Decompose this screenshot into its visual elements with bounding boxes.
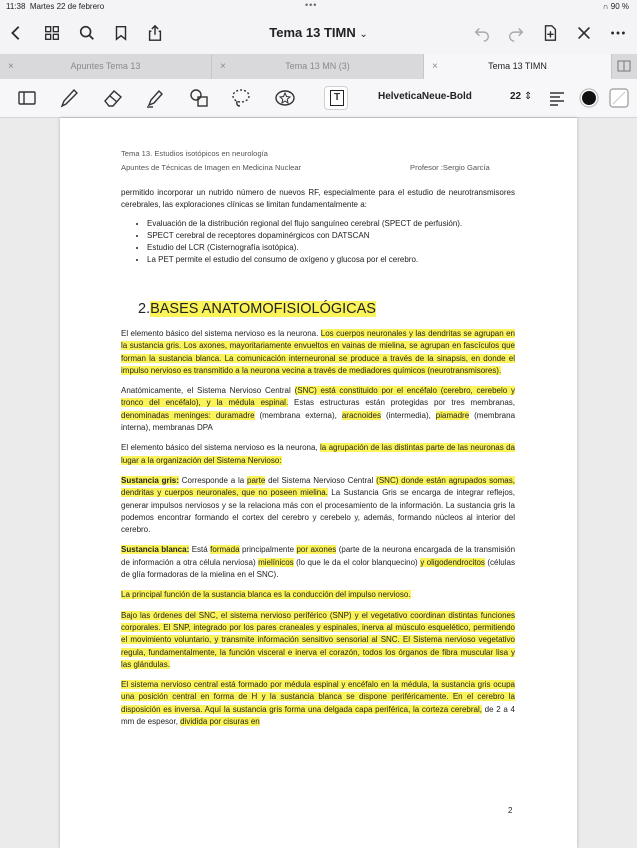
multitask-dots[interactable]: ••• [305, 0, 318, 10]
split-view-icon[interactable] [617, 59, 631, 78]
tab-close-icon[interactable]: × [220, 61, 226, 72]
paragraph-funcion-blanca: La principal función de la sustancia blanca es la conducción del impulso nervioso. [121, 590, 411, 600]
stepper-icon: ⇕ [523, 91, 533, 102]
status-bar [0, 0, 637, 14]
tab-label: Tema 13 MN (3) [285, 61, 350, 71]
document-page[interactable] [60, 118, 577, 848]
bullet-item: • Estudio del LCR (Cisternografía isotópica). [147, 242, 515, 254]
close-icon[interactable] [574, 24, 594, 44]
tab-label: Tema 13 TIMN [488, 61, 547, 71]
text-align-icon[interactable] [546, 87, 570, 109]
tab-bar [0, 54, 637, 79]
pen-icon[interactable] [58, 87, 82, 109]
status-time-date: 11:38 Martes 22 de febrero [6, 2, 105, 11]
bullet-list [121, 218, 515, 267]
title-chevron-down-icon[interactable]: ⌄ [359, 29, 368, 40]
highlighter-icon[interactable] [144, 87, 168, 109]
paragraph-snp: Bajo las órdenes del SNC, el sistema nervioso periférico (SNP) y el vegetativo coordinan distintas funciones corporales. El SNP, integrado por los pares craneales y espinales, inerva al músculo esquelético, permitiendo el movimiento voluntario, y transmite información sensitivo sensorial al SNC. El Sistema nervioso vegetativo regula, fundamentalmente, la función visceral e inerva el corazón, todos los órganos de fibra muscular lisa y las glándulas. [121, 610, 515, 669]
intro-paragraph: permitido incorporar un nutrido número de nuevos RF, especialmente para el estudio de neurotransmisores cerebrales, las exploraciones clínicas se limitan fundamentalmente a: [121, 188, 515, 210]
eraser-icon[interactable] [102, 87, 126, 109]
lasso-icon[interactable] [230, 87, 254, 109]
sticker-icon[interactable] [274, 87, 298, 109]
nav-bar [0, 14, 637, 54]
font-name-selector[interactable]: HelveticaNeue-Bold [378, 91, 472, 102]
doc-header-title: Tema 13. Estudios isotópicos en neurología [121, 149, 268, 158]
text-tool-icon[interactable]: T [324, 86, 348, 110]
color-picker-icon[interactable] [578, 87, 602, 109]
paragraph-medula: El sistema nervioso central está formado por médula espinal y encéfalo en la médula, la sustancia gris ocupa una posición central en forma de H y la sustancia blanca se dispone periféricamente. En el cerebro la disposición es inversa. Aquí la sustancia gris forma una delgada capa periférica, la corteza cerebral, de 2 a 4 mm de espesor, dividida por cisuras en [121, 680, 515, 727]
paragraph-snc: Anatómicamente, el Sistema Nervioso Central (SNC) está constituido por el encéfalo (cerebro, cerebelo y tronco del encéfalo), y la médula espinal. Estas estructuras están protegidas por tres membranas, denominadas meninges: duramadre (membrana externa), aracnoides (intermedia), piamadre (membrana interna), membranas DPA [121, 386, 516, 433]
tab-tema-13-mn[interactable] [212, 54, 424, 79]
doc-body [121, 328, 515, 736]
paragraph-sustancia-gris: Sustancia gris: Corresponde a la parte del Sistema Nervioso Central (SNC) donde están agrupados somas, dendritas y cuerpos neuronales, que no poseen mielina. La Sustancia Gris se encarga de integrar reflejos, generar impulsos nerviosos y se la relaciona más con el procesamiento de la información. La sustancia gris la podemos encontrar formando el cortex del cerebro y cerebelo y, además, formando núcleos al interior del cerebro. [121, 475, 516, 535]
tab-label: Apuntes Tema 13 [70, 61, 141, 71]
headphones-icon: ∩ [602, 2, 609, 11]
annotation-toolbar [0, 79, 637, 118]
bullet-item: • La PET permite el estudio del consumo de oxígeno y glucosa por el cerebro. [147, 254, 515, 266]
section-heading: 2.BASES ANATOMOFISIOLÓGICAS [138, 301, 376, 317]
paragraph-neurona: El elemento básico del sistema nervioso es la neurona. Los cuerpos neuronales y las dendritas se agrupan en la sustancia gris. Los axones, mayoritariamente envueltos en vainas de mielina, se agrupan en fascículos que forman la sustancia blanca. La comunicación interneuronal se produce a través de la sinapsis, en donde el impulso nervioso es transmitido a la neurona vecina a través de mediadores químicos (neurotransmisores). [121, 329, 515, 375]
font-size-selector[interactable]: 22 ⇕ [510, 91, 533, 102]
redo-icon[interactable] [506, 24, 526, 44]
shapes-icon[interactable] [188, 87, 212, 109]
tab-close-icon[interactable]: × [432, 61, 438, 72]
doc-header-subtitle: Apuntes de Técnicas de Imagen en Medicina Nuclear [121, 163, 302, 172]
fill-color-icon[interactable] [608, 87, 632, 109]
battery-status: ∩ 90 % [602, 2, 629, 11]
page-number: 2 [508, 806, 513, 815]
sidebar-toggle-icon[interactable] [16, 87, 40, 109]
undo-icon[interactable] [472, 24, 492, 44]
doc-header-professor: Profesor :Sergio García [410, 163, 490, 172]
doc-intro-block [121, 187, 515, 267]
more-icon[interactable] [608, 24, 628, 44]
tab-tema-13-timn[interactable] [424, 54, 612, 79]
add-page-icon[interactable] [540, 24, 560, 44]
tab-close-icon[interactable]: × [8, 61, 14, 72]
bullet-item: • Evaluación de la distribución regional del flujo sanguíneo cerebral (SPECT de perfusión). [147, 218, 515, 230]
tab-apuntes-tema-13[interactable] [0, 54, 212, 79]
document-title[interactable]: Tema 13 TIMN ⌄ [269, 25, 368, 40]
bullet-item: • SPECT cerebral de receptores dopaminérgicos con DATSCAN [147, 230, 515, 242]
paragraph-organizacion: El elemento básico del sistema nervioso es la neurona, la agrupación de las distintas parte de las neuronas da lugar a la organización del Sistema Nervioso: [121, 443, 516, 465]
paragraph-sustancia-blanca: Sustancia blanca: Está formada principalmente por axones (parte de la neurona encargada de la transmisión de información a otra célula nerviosa) mielínicos (lo que le da el color blanquecino) y oligodendrocitos (células de glía formadoras de la mielina en el SNC). [121, 545, 516, 580]
